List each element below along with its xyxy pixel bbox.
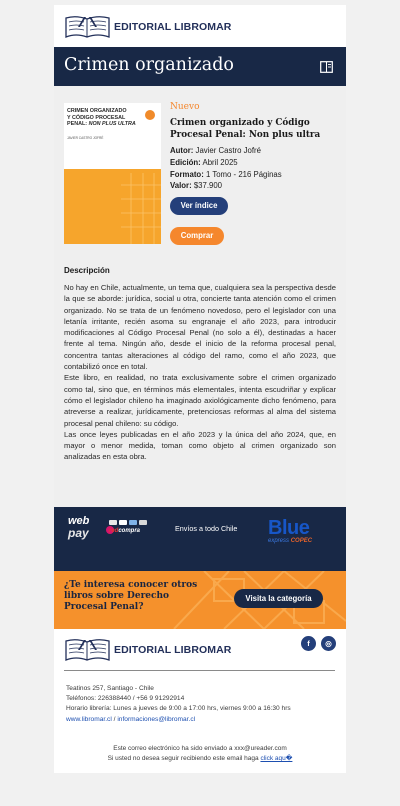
redcompra-red: red bbox=[109, 528, 119, 534]
book-title[interactable]: Crimen organizado y Código Procesal Penal: Non plus ultra bbox=[170, 118, 321, 140]
facebook-icon[interactable]: f bbox=[301, 636, 316, 651]
header-logo[interactable] bbox=[64, 14, 232, 40]
webpay-line2: pay bbox=[68, 526, 89, 540]
footer-links bbox=[66, 715, 336, 725]
link-separator: / bbox=[111, 715, 118, 723]
payment-band bbox=[54, 507, 346, 571]
format-row bbox=[170, 169, 340, 181]
footer-logo[interactable] bbox=[64, 637, 232, 663]
buy-button[interactable]: Comprar bbox=[170, 227, 224, 245]
mastercard-icon bbox=[109, 520, 117, 525]
courier-sub bbox=[268, 538, 328, 545]
footer-brand-name: EDITORIAL LIBROMAR bbox=[114, 644, 232, 656]
cover-title bbox=[67, 108, 153, 128]
page-title: Crimen organizado bbox=[64, 55, 234, 75]
cover-author: JAVIER CASTRO JOFRÉ bbox=[67, 136, 104, 140]
footer-phones: Teléfonos: 226388440 / +56 9 91292914 bbox=[66, 695, 185, 703]
courier-name: Blue bbox=[268, 517, 310, 539]
cover-grid-pattern bbox=[121, 173, 161, 244]
email-page bbox=[54, 5, 346, 773]
cover-title-line3: PENAL: bbox=[67, 121, 89, 127]
redcompra-logo bbox=[109, 528, 140, 534]
new-badge: Nuevo bbox=[170, 102, 200, 112]
edition-row bbox=[170, 157, 340, 169]
webpay-line1: web bbox=[68, 515, 90, 527]
unsubscribe-text: Si usted no desea seguir recibiendo este email haga bbox=[107, 755, 261, 762]
price-label: Valor: bbox=[170, 181, 192, 191]
libromar-logo-icon bbox=[64, 14, 111, 40]
format-value: 1 Tomo - 216 Páginas bbox=[203, 169, 282, 179]
view-index-button[interactable]: Ver índice bbox=[170, 197, 228, 215]
courier-sub-text: express bbox=[268, 538, 290, 544]
category-band bbox=[54, 571, 346, 629]
unsubscribe-note bbox=[54, 754, 346, 764]
email-link[interactable]: informaciones@libromar.cl bbox=[117, 715, 196, 723]
redcompra-rest: compra bbox=[118, 528, 141, 534]
book-meta bbox=[170, 145, 340, 192]
price-row bbox=[170, 180, 340, 192]
diners-icon bbox=[139, 520, 147, 525]
category-question: ¿Te interesa conocer otros libros sobre Derecho Procesal Penal? bbox=[64, 580, 198, 612]
product-info bbox=[170, 102, 340, 240]
shipping-text: Envíos a todo Chile bbox=[175, 524, 238, 533]
sent-note: Este correo electrónico ha sido enviado a xxx@ureader.com bbox=[113, 745, 287, 752]
edition-value: Abril 2025 bbox=[200, 157, 238, 167]
courier-brand: COPEC bbox=[290, 538, 313, 544]
author-label: Autor: bbox=[170, 146, 194, 155]
book-icon bbox=[320, 61, 333, 73]
cover-title-italic: NON PLUS ULTRA bbox=[88, 121, 136, 127]
footer-hours: Horario librería: Lunes a jueves de 9:00 a 17:00 hrs, viernes 9:00 a 16:30 hrs bbox=[66, 705, 291, 713]
footer-contact bbox=[66, 684, 336, 725]
description-paragraph: Las once leyes publicadas en el año 2023 y la única del año 2024, que, en mayor o menor medida, toman como objeto al crimen organizado son analizadas en esta obra. bbox=[64, 429, 336, 462]
format-label: Formato: bbox=[170, 169, 204, 179]
author-row bbox=[170, 145, 340, 157]
description-heading: Descripción bbox=[64, 266, 110, 275]
cover-title-line2: Y CÓDIGO PROCESAL bbox=[67, 114, 126, 121]
price-value: $37.900 bbox=[191, 181, 223, 191]
edition-label: Edición: bbox=[170, 157, 201, 167]
description-text bbox=[64, 282, 336, 463]
website-link[interactable]: www.libromar.cl bbox=[66, 715, 112, 723]
footer-divider bbox=[64, 670, 335, 671]
libromar-logo-icon bbox=[64, 637, 111, 663]
cover-title-line1: CRIMEN ORGANIZADO bbox=[67, 108, 127, 114]
description-paragraph: Este libro, en realidad, no trata exclusivamente sobre el crimen organizado como tal, sino que, en términos más elementales, intenta escudriñar y explicar cómo el legislador chileno ha imaginado axiológicamente dicho fenómeno, para atreverse a realizar, jurídicamente, pretenciosas reformas al alma del sistema procesal penal chileno: su código. bbox=[64, 373, 336, 428]
brand-name: EDITORIAL LIBROMAR bbox=[114, 21, 232, 33]
visa-icon bbox=[119, 520, 127, 525]
unsubscribe-link[interactable]: click aqu� bbox=[260, 755, 293, 762]
webpay-logo bbox=[68, 516, 104, 542]
footer-note bbox=[54, 744, 346, 764]
title-banner bbox=[54, 47, 346, 86]
book-cover[interactable] bbox=[64, 103, 161, 244]
visit-category-button[interactable]: Visita la categoría bbox=[234, 589, 323, 608]
instagram-icon[interactable]: ◎ bbox=[321, 636, 336, 651]
product-section bbox=[54, 86, 346, 507]
amex-icon bbox=[129, 520, 137, 525]
author-value: Javier Castro Jofré bbox=[193, 146, 261, 155]
blue-express-logo bbox=[268, 518, 328, 546]
footer-address: Teatinos 257, Santiago - Chile bbox=[66, 685, 154, 692]
cover-badge-icon bbox=[145, 110, 155, 120]
description-paragraph: No hay en Chile, actualmente, un tema que, cualquiera sea la perspectiva desde la que se aborde: jurídica, social u otra, concierte tanta atención como el crimen organizado. No se trata de un fenómeno novedoso, pero el legislador con una letanía irritante, recién asoma su engranaje el año 2023, para introducir modificaciones al Código Procesal Penal (no solo a él), destinadas a hacer frente al tema. Ningún año, desde el inicio de la reforma procesal penal, concentra tantas alteraciones al código del ramo, como el año 2023, que contabilizó once en total. bbox=[64, 283, 336, 372]
